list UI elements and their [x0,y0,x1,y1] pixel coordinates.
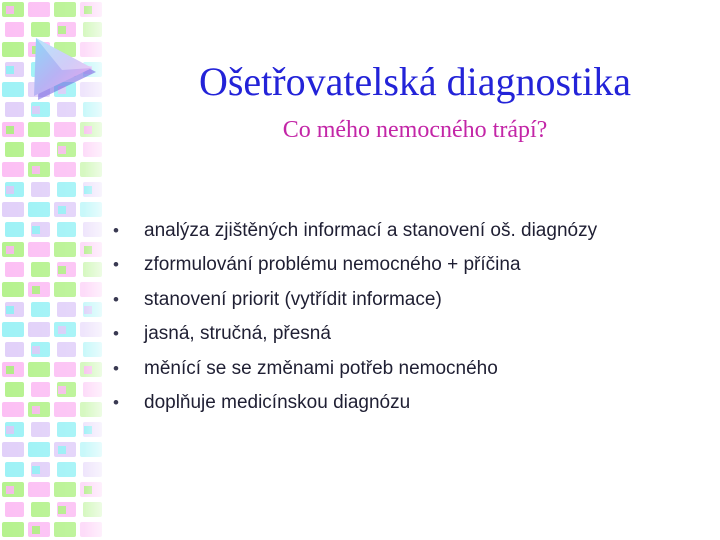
bullet-icon: • [113,255,119,275]
bullet-text: analýza zjištěných informací a stanovení oš. diagnózy [144,220,598,241]
bullet-item [113,285,597,319]
slide-subtitle: Co mého nemocného trápí? [282,117,548,143]
bullet-text: stanovení priorit (vytřídit informace) [144,288,442,310]
bullet-text: jasná, stručná, přesná [144,323,331,345]
bullet-icon: • [113,221,119,240]
bullet-item [113,250,597,284]
slide-title: Ošetřovatelská diagnostika [198,59,632,104]
bullet-item [113,388,597,422]
bullet-text: měnící se se změnami potřeb nemocného [144,357,498,379]
bullet-item [113,354,597,388]
bullet-icon: • [113,358,119,378]
bullet-text: zformulování problému nemocného + příčina [144,254,521,276]
bullet-item [113,216,597,250]
bullet-text: doplňuje medicínskou diagnózu [144,391,411,413]
bullet-item [113,319,597,353]
bullet-icon: • [113,289,119,309]
bullet-icon: • [113,392,119,412]
bullet-list [113,216,597,422]
bullet-icon: • [113,324,119,344]
decorative-side-pattern [0,0,112,540]
